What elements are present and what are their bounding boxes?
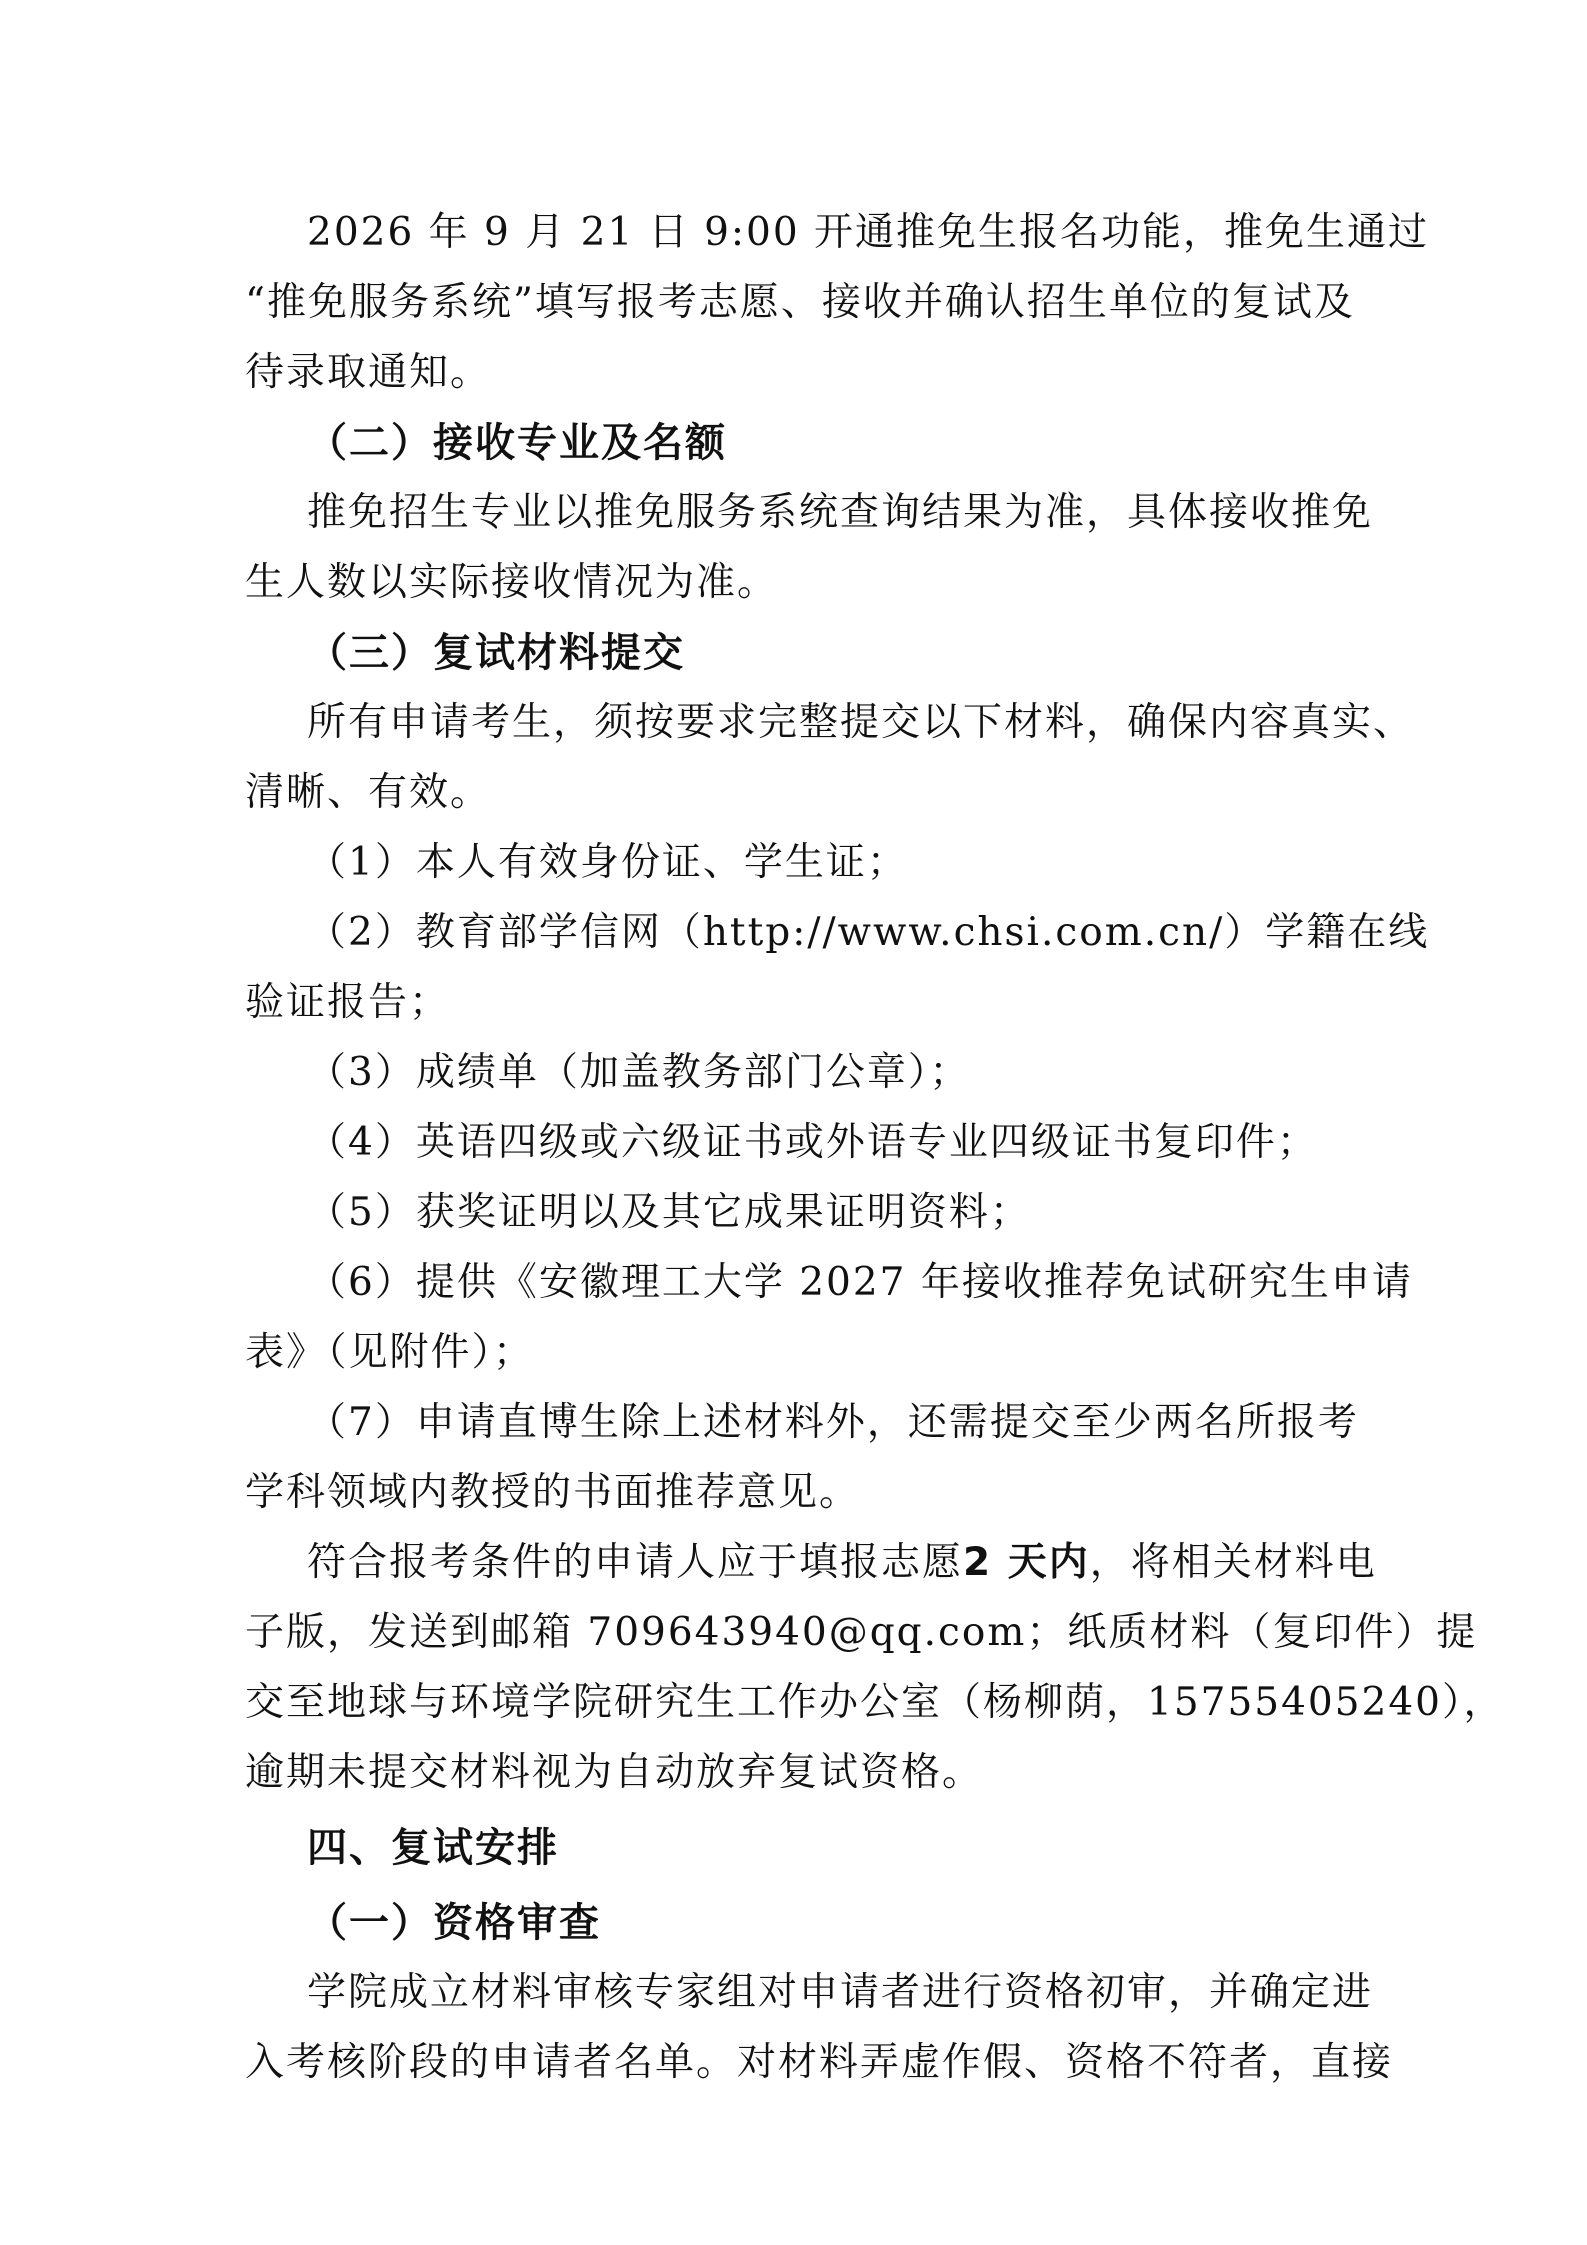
submission-line-3: 交至地球与环境学院研究生工作办公室（杨柳荫，15755405240）， bbox=[245, 1680, 1505, 1725]
quota-paragraph-line-2: 生人数以实际接收情况为准。 bbox=[245, 560, 779, 605]
materials-item-2-line-2: 验证报告； bbox=[245, 980, 451, 1025]
intro-paragraph-line-2: “推免服务系统”填写报考志愿、接收并确认招生单位的复试及 bbox=[245, 280, 1355, 325]
qualification-heading: （一）资格审查 bbox=[307, 1900, 601, 1946]
intro-paragraph-line-3: 待录取通知。 bbox=[245, 350, 492, 395]
materials-item-3: （3）成绩单（加盖教务部门公章）； bbox=[307, 1050, 971, 1095]
submission-line-2: 子版，发送到邮箱 709643940@qq.com；纸质材料（复印件）提 bbox=[245, 1610, 1478, 1655]
materials-item-5: （5）获奖证明以及其它成果证明资料； bbox=[307, 1190, 1031, 1235]
materials-heading: （三）复试材料提交 bbox=[307, 630, 685, 676]
materials-item-7-line-2: 学科领域内教授的书面推荐意见。 bbox=[245, 1470, 861, 1515]
materials-item-4: （4）英语四级或六级证书或外语专业四级证书复印件； bbox=[307, 1120, 1318, 1165]
materials-item-6-line-1: （6）提供《安徽理工大学 2027 年接收推荐免试研究生申请 bbox=[307, 1260, 1413, 1305]
submission-text-a: 符合报考条件的申请人应于填报志愿 bbox=[307, 1540, 964, 1585]
qualification-line-2: 入考核阶段的申请者名单。对材料弄虚作假、资格不符者，直接 bbox=[245, 2040, 1394, 2085]
materials-intro-line-2: 清晰、有效。 bbox=[245, 770, 492, 815]
materials-item-6-line-2: 表》（见附件）； bbox=[245, 1330, 535, 1375]
quota-paragraph-line-1: 推免招生专业以推免服务系统查询结果为准，具体接收推免 bbox=[307, 490, 1374, 535]
deadline-emphasis: 2 天内 bbox=[963, 1540, 1090, 1585]
materials-item-2-line-1: （2）教育部学信网（http://www.chsi.com.cn/）学籍在线 bbox=[307, 910, 1430, 955]
submission-line-4: 逾期未提交材料视为自动放弃复试资格。 bbox=[245, 1750, 984, 1795]
retest-heading: 四、复试安排 bbox=[307, 1825, 559, 1871]
quota-heading: （二）接收专业及名额 bbox=[307, 420, 727, 466]
qualification-line-1: 学院成立材料审核专家组对申请者进行资格初审，并确定进 bbox=[307, 1970, 1374, 2015]
intro-paragraph-line-1: 2026 年 9 月 21 日 9:00 开通推免生报名功能，推免生通过 bbox=[307, 210, 1430, 255]
submission-text-b: ，将相关材料电 bbox=[1089, 1540, 1377, 1585]
submission-line-1 bbox=[307, 1533, 1377, 1593]
materials-intro-line-1: 所有申请考生，须按要求完整提交以下材料，确保内容真实、 bbox=[307, 700, 1415, 745]
materials-item-7-line-1: （7）申请直博生除上述材料外，还需提交至少两名所报考 bbox=[307, 1400, 1359, 1445]
materials-item-1: （1）本人有效身份证、学生证； bbox=[307, 840, 908, 885]
